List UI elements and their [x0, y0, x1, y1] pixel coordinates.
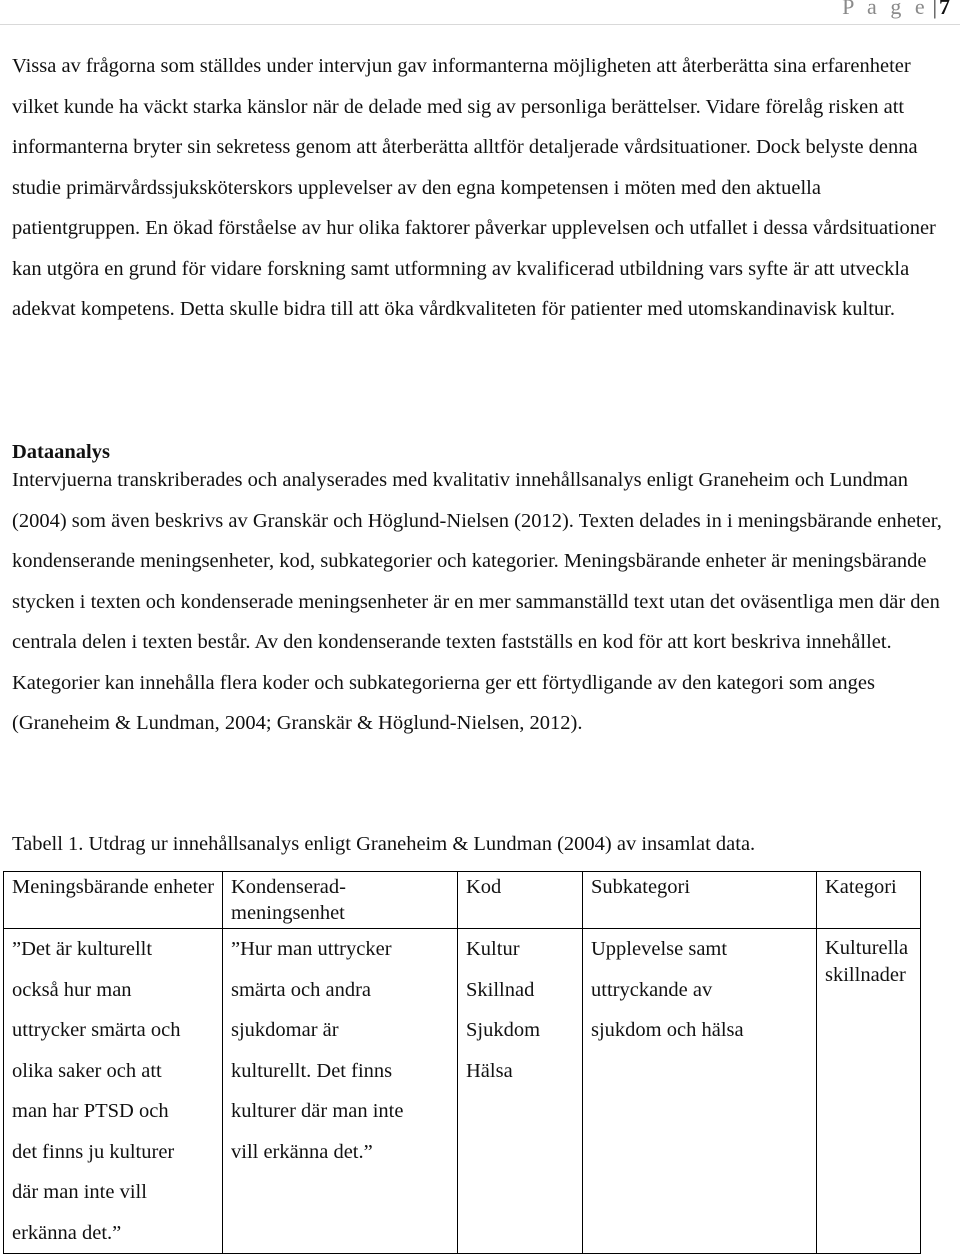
cell-line: sjukdomar är	[231, 1019, 339, 1041]
cell-line: ”Det är kulturellt	[12, 938, 153, 960]
cell-line: Sjukdom	[466, 1019, 541, 1041]
cell-line: sjukdom och hälsa	[591, 1019, 744, 1041]
column-header: Kategori	[817, 872, 921, 929]
column-header: Meningsbärande enheter	[4, 872, 223, 929]
section-heading: Dataanalys	[12, 441, 110, 463]
page-header	[0, 0, 960, 25]
cell-line: ”Hur man uttrycker	[231, 938, 392, 960]
cell-line: uttryckande av	[591, 978, 713, 1001]
table-header-row	[4, 872, 921, 929]
page-separator: |	[932, 0, 937, 19]
cell-line: vill erkänna det.”	[231, 1140, 373, 1163]
content-analysis-table	[3, 871, 921, 1254]
cell-line: Upplevelse samt	[591, 938, 728, 960]
table-caption: Tabell 1. Utdrag ur innehållsanalys enligt Graneheim & Lundman (2004) av insamlat data.	[12, 833, 756, 855]
code-cell	[458, 929, 583, 1254]
intro-paragraph: Vissa av frågorna som ställdes under intervjun gav informanterna möjligheten att återberätta sina erfarenheter vilket kunde ha väckt starka känslor när de delade med sig av personliga berättelser. Vidare förelåg risken att informanterna bryter sin sekretess genom att återberätta alltför detaljerade vårdsituationer. Dock belyste denna studie primärvårdssjuksköterskors upplevelser av den egna kompetensen i möten med den aktuella patientgruppen. En ökad förståelse av hur olika faktorer påverkar upplevelsen och utfallet i dessa vårdsituationer kan utgöra en grund för vidare forskning samt utformning av kvalificerad utbildning vars syfte är att utveckla adekvat kompetens. Detta skulle bidra till att öka vårdkvaliteten för patienter med utomskandinavisk kultur.	[12, 55, 936, 320]
table-row	[4, 929, 921, 1254]
column-header: Kod	[458, 872, 583, 929]
column-header: Kondenserad-meningsenhet	[223, 872, 458, 929]
cell-line: Skillnad	[466, 978, 535, 1001]
cell-line: smärta och andra	[231, 978, 372, 1001]
page-number	[842, 0, 950, 20]
meaning-unit-cell	[4, 929, 223, 1254]
cell-line: man har PTSD och	[12, 1100, 169, 1122]
cell-line: kulturellt. Det finns	[231, 1059, 393, 1082]
subcategory-cell	[583, 929, 817, 1254]
page-number-value: 7	[939, 0, 950, 19]
cell-line: Kultur	[466, 938, 520, 960]
cell-line: erkänna det.”	[12, 1221, 122, 1244]
cell-line: olika saker och att	[12, 1059, 162, 1082]
column-header: Subkategori	[583, 872, 817, 929]
cell-line: Hälsa	[466, 1059, 513, 1082]
cell-line: uttrycker smärta och	[12, 1019, 181, 1041]
cell-line: där man inte vill	[12, 1181, 147, 1203]
cell-line: det finns ju kulturer	[12, 1140, 175, 1163]
category-cell: Kulturella skillnader	[817, 929, 921, 1254]
page-label: P a g e	[842, 0, 929, 19]
cell-line: kulturer där man inte	[231, 1100, 404, 1122]
dataanalys-paragraph: Intervjuerna transkriberades och analyserades med kvalitativ innehållsanalys enligt Graneheim och Lundman (2004) som även beskrivs av Granskär och Höglund-Nielsen (2012). Texten delades in i meningsbärande enheter, kondenserande meningsenheter, kod, subkategorier och kategorier. Meningsbärande enheter är meningsbärande stycken i texten och kondenserade meningsenheter är en mer sammanställd text utan det oväsentliga men där den centrala delen i texten består. Av den kondenserande texten fastställs en kod för att kort beskriva innehållet. Kategorier kan innehålla flera koder och subkategorierna ger ett förtydligande av den kategori som anges (Graneheim & Lundman, 2004; Granskär & Höglund-Nielsen, 2012).	[12, 469, 942, 734]
cell-line: också hur man	[12, 978, 132, 1001]
condensed-unit-cell	[223, 929, 458, 1254]
